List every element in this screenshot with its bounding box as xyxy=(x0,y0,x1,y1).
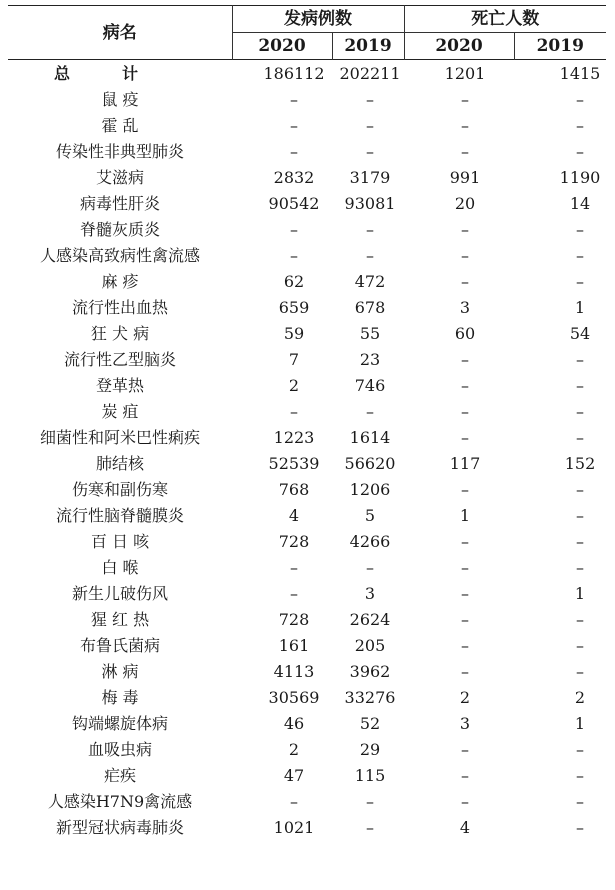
cases-2019: 29 xyxy=(359,739,381,759)
cases-2020: 52539 xyxy=(268,453,320,473)
cases-2020: 1021 xyxy=(273,817,315,837)
deaths-2019: 152 xyxy=(564,453,596,473)
deaths-2020: – xyxy=(461,219,469,239)
table-row xyxy=(8,814,606,840)
table-row xyxy=(8,294,606,320)
table-row xyxy=(8,346,606,372)
deaths-2019: – xyxy=(576,479,584,499)
header-disease-name: 病名 xyxy=(102,22,137,43)
cases-2019: 1206 xyxy=(349,479,391,499)
cases-2019: 5 xyxy=(364,505,376,525)
cases-2020: 2 xyxy=(288,739,300,759)
deaths-2020: – xyxy=(461,141,469,161)
cases-2020: 1223 xyxy=(273,427,315,447)
cases-2019: 55 xyxy=(359,323,381,343)
deaths-2019: 1 xyxy=(574,297,586,317)
cases-2020: – xyxy=(290,791,298,811)
disease-name: 新型冠状病毒肺炎 xyxy=(55,817,184,837)
table-row xyxy=(8,606,606,632)
disease-name: 鼠 疫 xyxy=(101,89,139,109)
deaths-2020: – xyxy=(461,557,469,577)
table-row xyxy=(8,710,606,736)
cases-2020: – xyxy=(290,401,298,421)
cases-2020: 62 xyxy=(283,271,305,291)
cases-2019: – xyxy=(366,89,374,109)
cases-2020: 46 xyxy=(283,713,305,733)
disease-name: 脊髓灰质炎 xyxy=(79,219,160,239)
cases-2019: 52 xyxy=(359,713,381,733)
deaths-2019: 1 xyxy=(574,583,586,603)
cases-2019: 93081 xyxy=(344,193,396,213)
deaths-2020: – xyxy=(461,375,469,395)
cases-2019: 4266 xyxy=(349,531,391,551)
cases-2019: – xyxy=(366,245,374,265)
cases-2020: – xyxy=(290,245,298,265)
cases-2019: – xyxy=(366,557,374,577)
deaths-2019: – xyxy=(576,817,584,837)
disease-name: 疟疾 xyxy=(103,765,136,785)
cases-2019: 202211 xyxy=(339,63,401,83)
header-deaths-group: 死亡人数 xyxy=(404,6,606,33)
cases-2020: – xyxy=(290,115,298,135)
table-row xyxy=(8,632,606,658)
deaths-2020: – xyxy=(461,661,469,681)
deaths-2019: – xyxy=(576,609,584,629)
cases-2020: – xyxy=(290,583,298,603)
deaths-2020: – xyxy=(461,583,469,603)
cases-2020: – xyxy=(290,557,298,577)
disease-name: 猩 红 热 xyxy=(90,609,150,629)
header-cases-2019: 2019 xyxy=(332,33,404,60)
deaths-2019: 14 xyxy=(569,193,591,213)
deaths-2019: 54 xyxy=(569,323,591,343)
deaths-2020: 3 xyxy=(459,297,471,317)
cases-2020: 30569 xyxy=(268,687,320,707)
deaths-2020: – xyxy=(461,115,469,135)
deaths-2019: 2 xyxy=(574,687,586,707)
deaths-2020: – xyxy=(461,401,469,421)
disease-name: 流行性乙型脑炎 xyxy=(63,349,176,369)
deaths-2019: – xyxy=(576,635,584,655)
deaths-2020: – xyxy=(461,271,469,291)
deaths-2019: 1190 xyxy=(559,167,601,187)
deaths-2020: 1 xyxy=(459,505,471,525)
deaths-2019: – xyxy=(576,349,584,369)
cases-2019: 23 xyxy=(359,349,381,369)
table-row xyxy=(8,138,606,164)
deaths-2019: – xyxy=(576,245,584,265)
cases-2020: 186112 xyxy=(263,63,325,83)
cases-2019: 56620 xyxy=(344,453,396,473)
deaths-2019: – xyxy=(576,557,584,577)
deaths-2020: – xyxy=(461,427,469,447)
header-deaths-2020: 2020 xyxy=(404,33,514,60)
disease-name: 白 喉 xyxy=(101,557,139,577)
deaths-2020: – xyxy=(461,479,469,499)
deaths-2019: – xyxy=(576,401,584,421)
deaths-2020: – xyxy=(461,791,469,811)
cases-2019: 115 xyxy=(354,765,386,785)
table-row xyxy=(8,320,606,346)
disease-statistics-table xyxy=(8,5,606,840)
table-row xyxy=(8,684,606,710)
table-row xyxy=(8,762,606,788)
cases-2020: 90542 xyxy=(268,193,320,213)
deaths-2020: 4 xyxy=(459,817,471,837)
disease-name: 淋 病 xyxy=(101,661,139,681)
deaths-2020: 1201 xyxy=(444,63,486,83)
cases-2020: 4 xyxy=(288,505,300,525)
cases-2020: 728 xyxy=(278,609,310,629)
deaths-2020: 2 xyxy=(459,687,471,707)
disease-name: 艾滋病 xyxy=(95,167,144,187)
disease-name: 人感染H7N9禽流感 xyxy=(47,791,193,811)
cases-2019: 205 xyxy=(354,635,386,655)
cases-2020: 659 xyxy=(278,297,310,317)
cases-2020: 59 xyxy=(283,323,305,343)
table-row xyxy=(8,190,606,216)
cases-2019: – xyxy=(366,401,374,421)
deaths-2020: – xyxy=(461,349,469,369)
disease-name: 麻 疹 xyxy=(101,271,139,291)
deaths-2020: – xyxy=(461,89,469,109)
cases-2019: – xyxy=(366,115,374,135)
disease-name: 血吸虫病 xyxy=(87,739,152,759)
disease-name: 肺结核 xyxy=(95,453,144,473)
deaths-2020: 60 xyxy=(454,323,476,343)
deaths-2019: 1415 xyxy=(559,63,601,83)
cases-2020: – xyxy=(290,89,298,109)
disease-name: 病毒性肝炎 xyxy=(79,193,160,213)
table-row xyxy=(8,554,606,580)
cases-2020: 161 xyxy=(278,635,310,655)
table-row xyxy=(8,372,606,398)
deaths-2020: – xyxy=(461,245,469,265)
deaths-2020: – xyxy=(461,531,469,551)
header-cases-2020: 2020 xyxy=(232,33,332,60)
disease-name: 布鲁氏菌病 xyxy=(79,635,160,655)
cases-2019: 33276 xyxy=(344,687,396,707)
disease-name: 总 计 xyxy=(54,63,157,83)
cases-2020: 4113 xyxy=(273,661,315,681)
deaths-2020: 3 xyxy=(459,713,471,733)
cases-2019: 2624 xyxy=(349,609,391,629)
table-row xyxy=(8,788,606,814)
cases-2020: 768 xyxy=(278,479,310,499)
table-row xyxy=(8,216,606,242)
table-row xyxy=(8,164,606,190)
header-cases-group: 发病例数 xyxy=(232,6,404,33)
cases-2020: 47 xyxy=(283,765,305,785)
header-deaths-2019: 2019 xyxy=(514,33,606,60)
deaths-2019: – xyxy=(576,765,584,785)
disease-name: 传染性非典型肺炎 xyxy=(55,141,184,161)
table-row xyxy=(8,476,606,502)
deaths-2019: – xyxy=(576,505,584,525)
table-row xyxy=(8,450,606,476)
disease-name: 细菌性和阿米巴性痢疾 xyxy=(39,427,200,447)
deaths-2019: – xyxy=(576,141,584,161)
deaths-2019: – xyxy=(576,271,584,291)
cases-2019: 678 xyxy=(354,297,386,317)
deaths-2019: 1 xyxy=(574,713,586,733)
disease-name: 霍 乱 xyxy=(101,115,139,135)
table-row xyxy=(8,736,606,762)
cases-2019: 3962 xyxy=(349,661,391,681)
deaths-2019: – xyxy=(576,89,584,109)
cases-2019: 3 xyxy=(364,583,376,603)
table-row xyxy=(8,528,606,554)
disease-name: 新生儿破伤风 xyxy=(71,583,168,603)
deaths-2020: – xyxy=(461,609,469,629)
cases-2019: – xyxy=(366,219,374,239)
disease-name: 伤寒和副伤寒 xyxy=(71,479,168,499)
deaths-2019: – xyxy=(576,739,584,759)
cases-2020: 7 xyxy=(288,349,300,369)
deaths-2020: 20 xyxy=(454,193,476,213)
cases-2020: – xyxy=(290,141,298,161)
cases-2019: – xyxy=(366,791,374,811)
disease-name: 百 日 咳 xyxy=(90,531,150,551)
deaths-2019: – xyxy=(576,791,584,811)
table-row xyxy=(8,502,606,528)
disease-name: 钩端螺旋体病 xyxy=(71,713,168,733)
table-row xyxy=(8,112,606,138)
table-row xyxy=(8,398,606,424)
disease-name: 狂 犬 病 xyxy=(90,323,150,343)
disease-name: 梅 毒 xyxy=(101,687,139,707)
deaths-2020: 117 xyxy=(449,453,481,473)
table-row xyxy=(8,424,606,450)
deaths-2019: – xyxy=(576,531,584,551)
table-row xyxy=(8,658,606,684)
deaths-2020: – xyxy=(461,635,469,655)
table-row xyxy=(8,86,606,112)
table-row xyxy=(8,242,606,268)
deaths-2019: – xyxy=(576,375,584,395)
deaths-2019: – xyxy=(576,115,584,135)
deaths-2020: – xyxy=(461,739,469,759)
table-header xyxy=(8,6,606,60)
deaths-2020: – xyxy=(461,765,469,785)
table-row xyxy=(8,268,606,294)
deaths-2019: – xyxy=(576,661,584,681)
cases-2019: – xyxy=(366,141,374,161)
cases-2019: – xyxy=(366,817,374,837)
disease-name: 流行性脑脊髓膜炎 xyxy=(55,505,184,525)
cases-2020: – xyxy=(290,219,298,239)
deaths-2019: – xyxy=(576,427,584,447)
deaths-2020: 991 xyxy=(449,167,481,187)
table-body xyxy=(8,60,606,841)
cases-2019: 1614 xyxy=(349,427,391,447)
cases-2019: 746 xyxy=(354,375,386,395)
disease-name: 人感染高致病性禽流感 xyxy=(39,245,200,265)
deaths-2019: – xyxy=(576,219,584,239)
table-row-total xyxy=(8,60,606,87)
disease-name: 炭 疽 xyxy=(101,401,139,421)
cases-2019: 472 xyxy=(354,271,386,291)
cases-2020: 2832 xyxy=(273,167,315,187)
cases-2019: 3179 xyxy=(349,167,391,187)
disease-name: 登革热 xyxy=(95,375,144,395)
cases-2020: 728 xyxy=(278,531,310,551)
disease-name: 流行性出血热 xyxy=(71,297,168,317)
table-row xyxy=(8,580,606,606)
cases-2020: 2 xyxy=(288,375,300,395)
